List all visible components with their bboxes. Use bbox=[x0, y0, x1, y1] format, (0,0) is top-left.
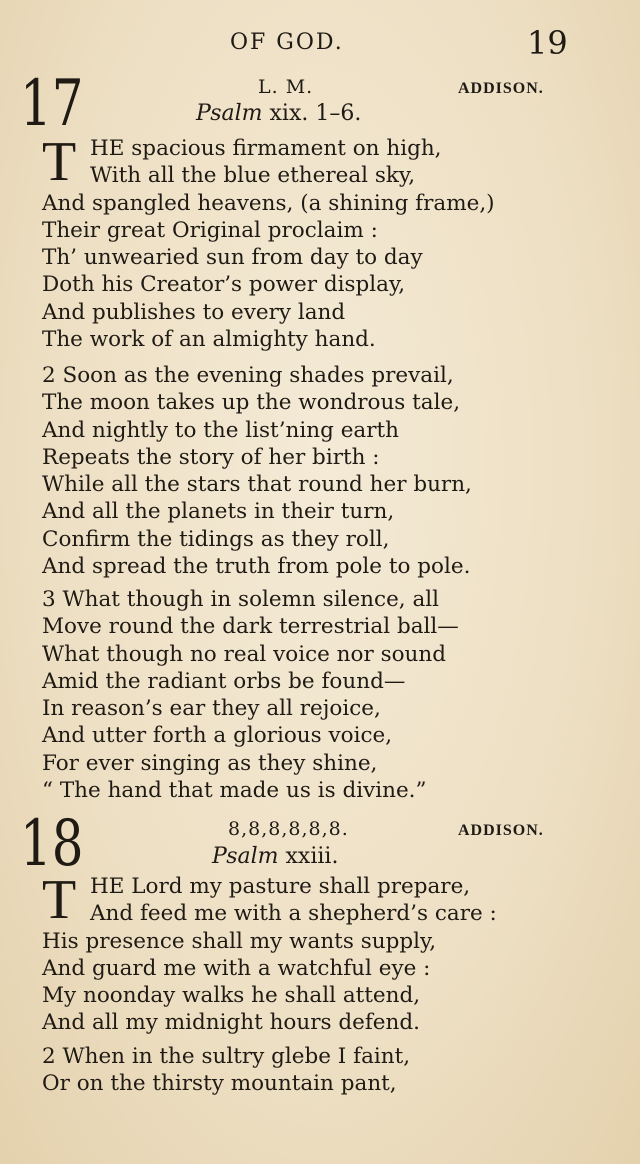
psalm-label: Psalm bbox=[196, 101, 263, 126]
verse-line: Repeats the story of her birth : bbox=[42, 444, 380, 470]
hymn-number: 17 bbox=[20, 67, 84, 141]
verse-line: While all the stars that round her burn, bbox=[42, 472, 472, 498]
drop-cap: T bbox=[42, 869, 77, 931]
verse-line: For ever singing as they shine, bbox=[42, 750, 378, 776]
verse-line: What though no real voice nor sound bbox=[42, 641, 447, 667]
verse-line: And feed me with a shepherd’s care : bbox=[90, 901, 497, 927]
hymn-meter: 8,8,8,8,8,8. bbox=[228, 818, 349, 840]
verse-line: With all the blue ethereal sky, bbox=[90, 163, 416, 189]
stanza bbox=[42, 869, 497, 1037]
hymn-number: 18 bbox=[20, 807, 84, 881]
verse-line: Th’ unwearied sun from day to day bbox=[42, 245, 423, 271]
verse-line: And spangled heavens, (a shining frame,) bbox=[42, 190, 495, 216]
verse-line: And spread the truth from pole to pole. bbox=[42, 554, 471, 580]
verse-line: My noonday walks he shall attend, bbox=[42, 983, 421, 1009]
verse-line: Confirm the tidings as they roll, bbox=[42, 526, 390, 552]
verse-line: The moon takes up the wondrous tale, bbox=[42, 390, 461, 416]
page-number: 19 bbox=[527, 24, 568, 62]
verse-line: And publishes to every land bbox=[42, 299, 346, 325]
stanza bbox=[42, 1043, 410, 1098]
verse-line: 2 Soon as the evening shades prevail, bbox=[42, 363, 454, 388]
stanza bbox=[42, 586, 459, 804]
psalm-reference bbox=[212, 844, 338, 869]
verse-line: His presence shall my wants supply, bbox=[42, 928, 437, 954]
verse-line: Amid the radiant orbs be found— bbox=[42, 668, 406, 694]
verse-line: Move round the dark terrestrial ball— bbox=[42, 614, 459, 640]
running-title: OF GOD. bbox=[230, 30, 344, 55]
psalm-verses: xxiii. bbox=[285, 844, 339, 869]
verse-line: And guard me with a watchful eye : bbox=[42, 955, 431, 981]
stanza bbox=[42, 131, 495, 353]
verse-line: And nightly to the list’ning earth bbox=[42, 417, 399, 443]
hymn-author: ADDISON. bbox=[458, 80, 544, 97]
verse-line: Their great Original proclaim : bbox=[42, 217, 378, 243]
verse-line: And all the planets in their turn, bbox=[42, 499, 395, 525]
verse-line: And all my midnight hours defend. bbox=[42, 1010, 420, 1036]
hymn-author: ADDISON. bbox=[458, 822, 544, 839]
verse-line: Doth his Creator’s power display, bbox=[42, 272, 406, 298]
psalm-reference bbox=[196, 101, 361, 126]
verse-line: Or on the thirsty mountain pant, bbox=[42, 1071, 397, 1097]
stanza bbox=[42, 362, 472, 580]
verse-line: 2 When in the sultry glebe I faint, bbox=[42, 1044, 411, 1069]
verse-line: “ The hand that made us is divine.” bbox=[42, 778, 427, 804]
drop-cap: T bbox=[42, 131, 77, 193]
verse-line: HE spacious firmament on high, bbox=[90, 136, 442, 161]
hymn-meter: L. M. bbox=[258, 76, 314, 98]
verse-line: And utter forth a glorious voice, bbox=[42, 723, 393, 749]
verse-line: The work of an almighty hand. bbox=[42, 327, 376, 353]
psalm-verses: xix. 1–6. bbox=[269, 101, 362, 126]
psalm-label: Psalm bbox=[212, 844, 279, 869]
verse-line: 3 What though in solemn silence, all bbox=[42, 587, 440, 612]
verse-line: In reason’s ear they all rejoice, bbox=[42, 696, 381, 722]
verse-line: HE Lord my pasture shall prepare, bbox=[90, 874, 471, 899]
